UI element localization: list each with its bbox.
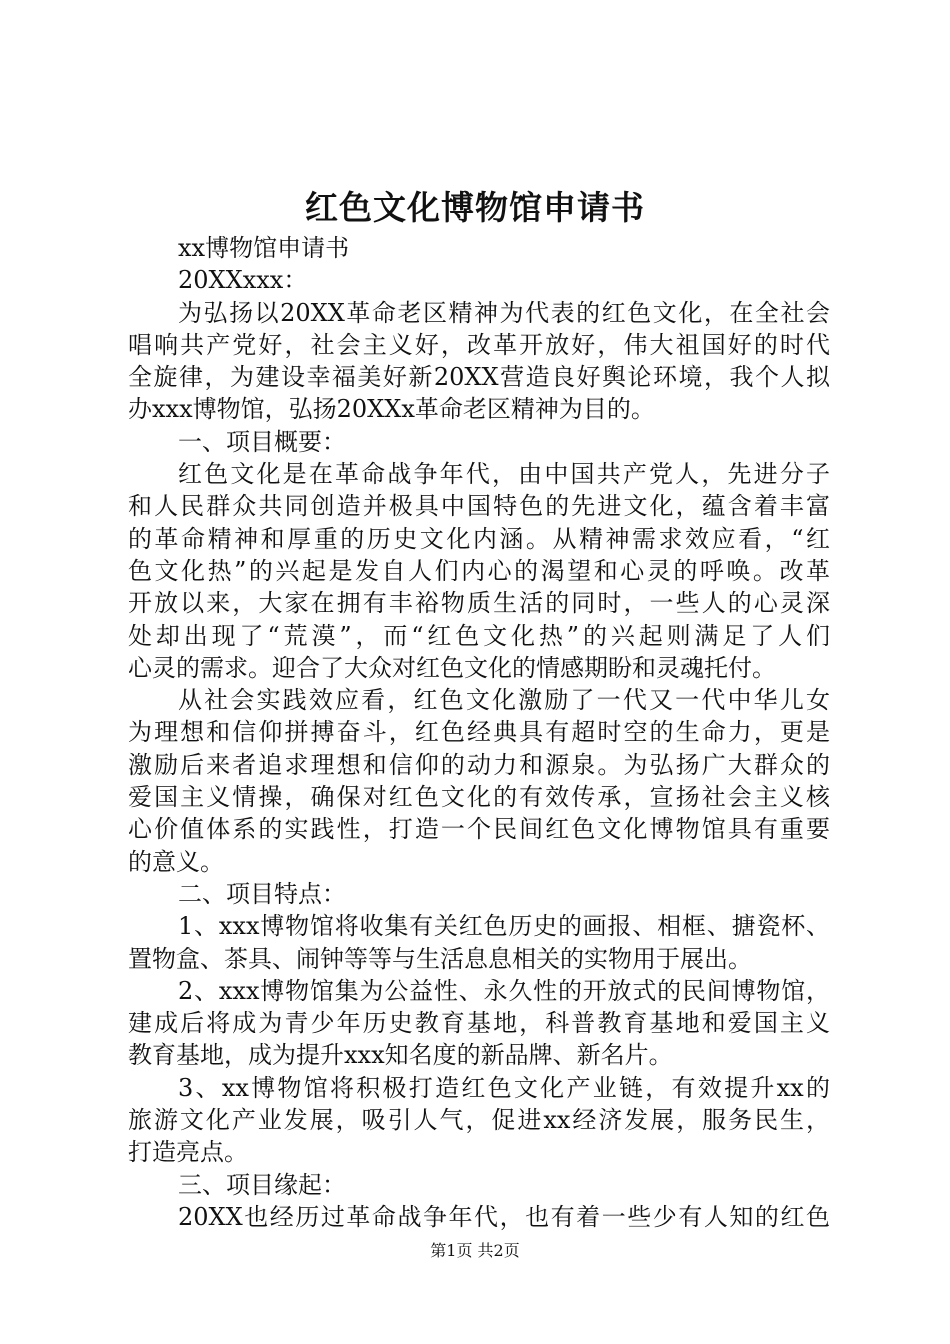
page-title: 红色文化博物馆申请书 xyxy=(305,188,645,227)
text-line: 为理想和信仰拼搏奋斗，红色经典具有超时空的生命力，更是 xyxy=(128,718,830,747)
text-line: 办xxx博物馆，弘扬20XXx革命老区精神为目的。 xyxy=(128,395,655,424)
text-line: 唱响共产党好，社会主义好，改革开放好，伟大祖国好的时代 xyxy=(128,330,830,359)
text-line: 旅游文化产业发展，吸引人气，促进xx经济发展，服务民生， xyxy=(128,1106,830,1135)
text-line: 从社会实践效应看，红色文化激励了一代又一代中华儿女 xyxy=(178,686,830,715)
text-line: 激励后来者追求理想和信仰的动力和源泉。为弘扬广大群众的 xyxy=(128,750,830,779)
text-line: 建成后将成为青少年历史教育基地，科普教育基地和爱国主义 xyxy=(128,1009,830,1038)
text-line: 开放以来，大家在拥有丰裕物质生活的同时，一些人的心灵深 xyxy=(128,589,830,618)
text-line: 色文化热”的兴起是发自人们内心的渴望和心灵的呼唤。改革 xyxy=(128,556,830,585)
text-line: 二、项目特点： xyxy=(178,879,346,908)
text-line: 为弘扬以20XX革命老区精神为代表的红色文化，在全社会 xyxy=(178,298,830,327)
text-line: 爱国主义情操，确保对红色文化的有效传承，宣扬社会主义核 xyxy=(128,783,830,812)
text-line: 红色文化是在革命战争年代，由中国共产党人，先进分子 xyxy=(178,460,830,489)
text-line: 处却出现了“荒漠”，而“红色文化热”的兴起则满足了人们 xyxy=(128,621,830,650)
text-line: 心价值体系的实践性，打造一个民间红色文化博物馆具有重要 xyxy=(128,815,830,844)
text-line: 1、xxx博物馆将收集有关红色历史的画报、相框、搪瓷杯、 xyxy=(178,912,830,941)
text-line: 的意义。 xyxy=(128,847,224,876)
text-line: 20XX也经历过革命战争年代，也有着一些少有人知的红色 xyxy=(178,1202,830,1231)
text-line: 3、xx博物馆将积极打造红色文化产业链，有效提升xx的 xyxy=(178,1073,830,1102)
text-line: xx博物馆申请书 xyxy=(178,234,350,262)
text-line: 心灵的需求。迎合了大众对红色文化的情感期盼和灵魂托付。 xyxy=(128,653,776,682)
text-line: 一、项目概要： xyxy=(178,427,346,456)
text-line: 全旋律，为建设幸福美好新20XX营造良好舆论环境，我个人拟 xyxy=(128,363,830,392)
text-line: 20XXxxx： xyxy=(178,266,308,295)
document-body xyxy=(128,232,830,1233)
text-line: 置物盒、茶具、闹钟等等与生活息息相关的实物用于展出。 xyxy=(128,944,752,973)
text-line: 和人民群众共同创造并极具中国特色的先进文化，蕴含着丰富 xyxy=(128,492,830,521)
text-line: 打造亮点。 xyxy=(128,1138,248,1167)
page-footer: 第1页 共2页 xyxy=(430,1241,520,1260)
text-line: 的革命精神和厚重的历史文化内涵。从精神需求效应看，“红 xyxy=(128,524,830,553)
text-line: 教育基地，成为提升xxx知名度的新品牌、新名片。 xyxy=(128,1041,673,1070)
text-line: 三、项目缘起： xyxy=(178,1170,346,1199)
text-line: 2、xxx博物馆集为公益性、永久性的开放式的民间博物馆， xyxy=(178,976,830,1005)
